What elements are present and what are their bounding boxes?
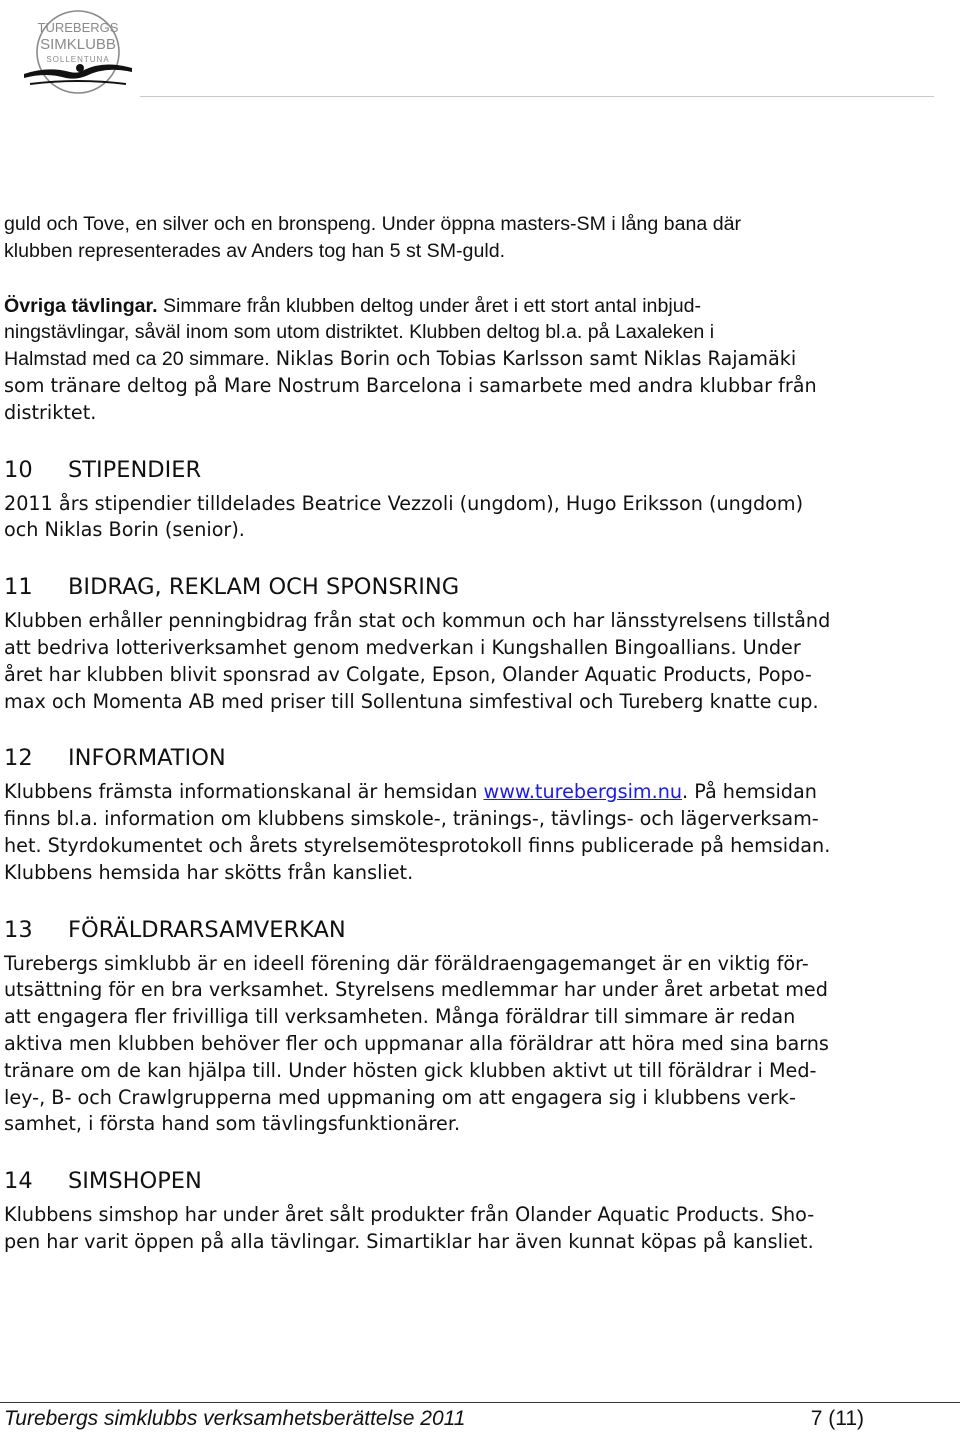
footer-title: Turebergs simklubbs verksamhetsberättelse 2011 <box>4 1407 466 1430</box>
svg-text:TUREBERGS: TUREBERGS <box>37 20 119 35</box>
section-heading-10: 10 STIPENDIER <box>4 456 202 483</box>
section-text-14: Klubbens simshop har under året sålt produkter från Olander Aquatic Products. Sho- pen har varit öppen på alla tävlingar. Simartiklar har även kunnat köpas på kansliet. <box>4 1203 815 1253</box>
intro-paragraph <box>4 211 840 265</box>
footer-divider <box>0 1402 960 1403</box>
page-footer <box>4 1407 864 1431</box>
intro-line: klubben representerades av Anders tog han 5 st SM-guld. <box>4 239 506 262</box>
section-text-12: Klubbens främsta informationskanal är hemsidan www.turebergsim.nu. På hemsidan finns bl.a. information om klubbens simskole-, tränings-, tävlings- och lägerverksam- het. Styrdokumentet och årets styrelsemötesprotokoll finns publicerade på hemsidan. Klubbens hemsida har skötts från kansliet. <box>4 780 831 884</box>
section-heading-13: 13 FÖRÄLDRARSAMVERKAN <box>4 916 346 943</box>
svg-text:SOLLENTUNA: SOLLENTUNA <box>46 55 110 64</box>
section-heading-14: 14 SIMSHOPEN <box>4 1168 202 1195</box>
club-logo <box>18 8 138 96</box>
header-divider <box>140 96 934 97</box>
website-link[interactable]: www.turebergsim.nu <box>483 780 683 804</box>
ovriga-label: Övriga tävlingar. <box>4 294 158 317</box>
svg-text:SIMKLUBB: SIMKLUBB <box>40 36 116 53</box>
page-number: 7 (11) <box>810 1407 864 1430</box>
page-header <box>0 0 960 100</box>
ovriga-paragraph: Övriga tävlingar. Simmare från klubben deltog under året i ett stort antal inbjud- ningstävlingar, såväl inom som utom distriktet. Klubben deltog bl.a. på Laxaleken i Halmstad med ca 20 simmare. Niklas Borin och Tobias Karlsson samt Niklas Rajamäki som tränare deltog på Mare Nostrum Barcelona i samarbete med andra klubbar från distriktet. <box>4 294 817 424</box>
section-text-11: Klubben erhåller penningbidrag från stat och kommun och har länsstyrelsens tillstånd att bedriva lotteriverksamhet genom medverkan i Kungshallen Bingoallians. Under året har klubben blivit sponsrad av Colgate, Epson, Olander Aquatic Products, Popo- max och Momenta AB med priser till Sollentuna simfestival och Tureberg knatte cup. <box>4 609 831 713</box>
section-text-10: 2011 års stipendier tilldelades Beatrice Vezzoli (ungdom), Hugo Eriksson (ungdom) och Niklas Borin (senior). <box>4 491 804 542</box>
intro-line: guld och Tove, en silver och en bronspeng. Under öppna masters-SM i lång bana där <box>4 213 742 235</box>
document-body <box>4 211 840 1256</box>
section-heading-12: 12 INFORMATION <box>4 745 226 772</box>
section-text-13: Turebergs simklubb är en ideell förening där föräldraengagemanget är en viktig för- utsättning för en bra verksamhet. Styrelsens medlemmar har under året arbetat med att engagera fler frivilliga till verksamheten. Många föräldrar till simmare är redan aktiva men klubben behöver fler och uppmanar alla föräldrar att höra med sina barns tränare om de kan hjälpa till. Under hösten gick klubben aktivt ut till föräldrar i Med- ley-, B- och Crawlgrupperna med uppmaning om att engagera sig i klubbens verk- samhet, i första hand som tävlingsfunktionärer. <box>4 951 829 1136</box>
section-heading-11: 11 BIDRAG, REKLAM OCH SPONSRING <box>4 574 460 601</box>
